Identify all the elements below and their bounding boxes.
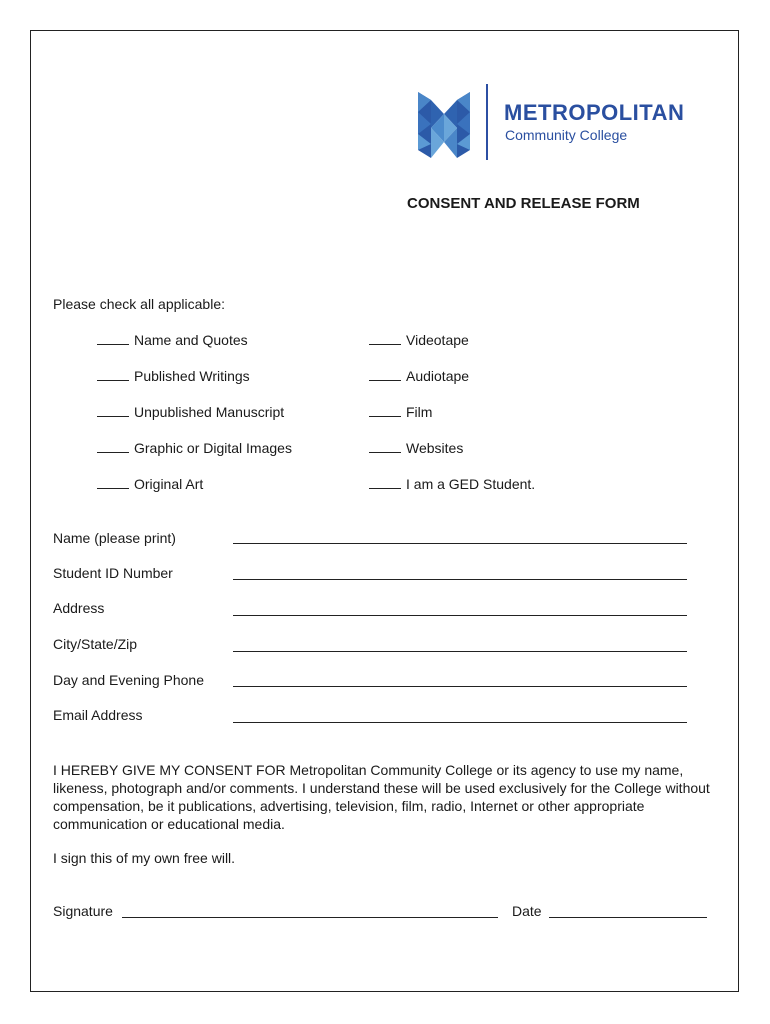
name-field[interactable] — [233, 543, 687, 544]
college-logo — [418, 84, 708, 160]
check-label: I am a GED Student. — [406, 476, 536, 492]
check-item-videotape[interactable] — [369, 332, 469, 348]
check-label: Original Art — [134, 476, 204, 492]
check-blank[interactable] — [97, 369, 129, 381]
check-blank[interactable] — [369, 333, 401, 345]
check-blank[interactable] — [97, 477, 129, 489]
city-state-zip-field-label: City/State/Zip — [53, 636, 138, 652]
check-item-name-and-quotes[interactable] — [97, 332, 248, 348]
check-item-audiotape[interactable] — [369, 368, 469, 384]
check-blank[interactable] — [369, 369, 401, 381]
form-title: CONSENT AND RELEASE FORM — [407, 195, 640, 212]
address-field[interactable] — [233, 615, 687, 616]
free-will-statement: I sign this of my own free will. — [53, 850, 236, 866]
check-blank[interactable] — [97, 405, 129, 417]
phone-field[interactable] — [233, 686, 687, 687]
name-field-label: Name (please print) — [53, 530, 176, 546]
check-blank[interactable] — [97, 441, 129, 453]
student-id-field-label: Student ID Number — [53, 565, 173, 581]
check-blank[interactable] — [369, 477, 401, 489]
page-frame — [30, 30, 739, 992]
check-label: Videotape — [406, 332, 469, 348]
phone-field-label: Day and Evening Phone — [53, 672, 204, 688]
check-blank[interactable] — [97, 333, 129, 345]
student-id-field[interactable] — [233, 579, 687, 580]
check-item-websites[interactable] — [369, 440, 463, 456]
date-field[interactable] — [549, 917, 707, 918]
check-item-ged-student[interactable] — [369, 476, 535, 492]
check-label: Published Writings — [134, 368, 250, 384]
signature-label: Signature — [53, 903, 113, 919]
metropolitan-m-logo-icon — [418, 92, 470, 158]
instruction-text: Please check all applicable: — [53, 296, 225, 312]
check-label: Name and Quotes — [134, 332, 248, 348]
logo-divider — [486, 84, 488, 160]
email-field-label: Email Address — [53, 707, 143, 723]
check-item-original-art[interactable] — [97, 476, 203, 492]
logo-subtitle: Community College — [505, 127, 628, 143]
check-label: Audiotape — [406, 368, 470, 384]
check-label: Film — [406, 404, 433, 420]
check-label: Graphic or Digital Images — [134, 440, 292, 456]
check-label: Websites — [406, 440, 464, 456]
check-blank[interactable] — [369, 441, 401, 453]
signature-field[interactable] — [122, 917, 498, 918]
city-state-zip-field[interactable] — [233, 651, 687, 652]
check-blank[interactable] — [369, 405, 401, 417]
email-field[interactable] — [233, 722, 687, 723]
check-item-unpublished-manuscript[interactable] — [97, 404, 284, 420]
logo-name: METROPOLITAN — [504, 100, 685, 125]
check-item-film[interactable] — [369, 404, 432, 420]
address-field-label: Address — [53, 600, 105, 616]
check-label: Unpublished Manuscript — [134, 404, 285, 420]
date-label: Date — [512, 903, 542, 919]
check-item-graphic-digital-images[interactable] — [97, 440, 292, 456]
consent-statement: I HEREBY GIVE MY CONSENT FOR Metropolitan Community College or its agency to use my name, likeness, photograph and/or comments. I understand these will be used exclusively for the College without compensation, be it publications, advertising, television, film, radio, Internet or other appropriate communication or educational media. — [53, 762, 710, 832]
check-item-published-writings[interactable] — [97, 368, 250, 384]
